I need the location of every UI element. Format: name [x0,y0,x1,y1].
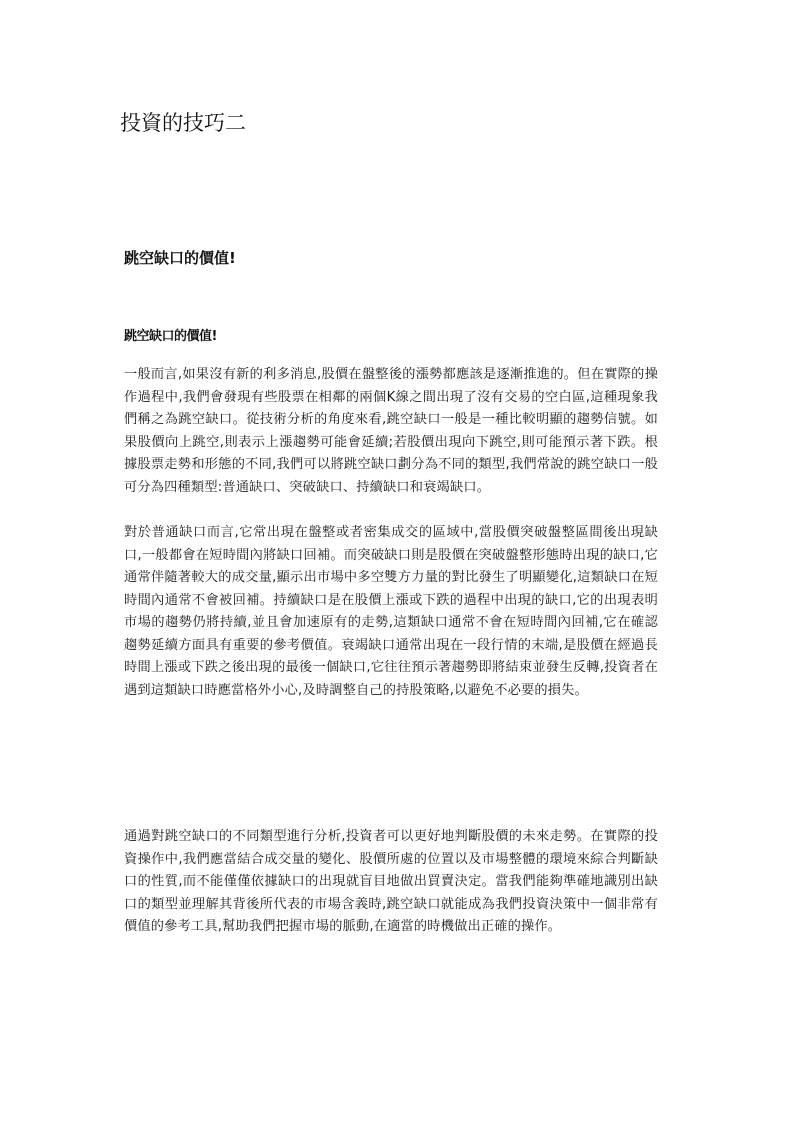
document-title: 投資的技巧二 [120,111,246,135]
section-heading-repeat: 跳空缺口的價值! [124,329,217,344]
section-heading: 跳空缺口的價值! [124,249,236,267]
body-paragraph: 通過對跳空缺口的不同類型進行分析,投資者可以更好地判斷股價的未來走勢。在實際的投資操作中,我們應當結合成交量的變化、股價所處的位置以及市場整體的環境來綜合判斷缺口的性質,而不能僅僅依據缺口的出現就盲目地做出買賣決定。當我們能夠準確地識別出缺口的類型並理解其背後所代表的市場含義時,跳空缺口就能成為我們投資決策中一個非常有價值的參考工具,幫助我們把握市場的脈動,在適當的時機做出正確的操作。 [124,829,658,934]
body-paragraph: 一般而言,如果沒有新的利多消息,股價在盤整後的漲勢都應該是逐漸推進的。但在實際的操作過程中,我們會發現有些股票在相鄰的兩個K線之間出現了沒有交易的空白區,這種現象我們稱之為跳空缺口。從技術分析的角度來看,跳空缺口一般是一種比較明顯的趨勢信號。如果股價向上跳空,則表示上漲趨勢可能會延續;若股價出現向下跳空,則可能預示著下跌。根據股票走勢和形態的不同,我們可以將跳空缺口劃分為不同的類型,我們常說的跳空缺口一般可分為四種類型:普通缺口、突破缺口、持續缺口和衰竭缺口。 [124,367,658,495]
body-paragraph: 對於普通缺口而言,它常出現在盤整或者密集成交的區域中,當股價突破盤整區間後出現缺口,一般都會在短時間內將缺口回補。而突破缺口則是股價在突破盤整形態時出現的缺口,它通常伴隨著較大的成交量,顯示出市場中多空雙方力量的對比發生了明顯變化,這類缺口在短時間內通常不會被回補。持續缺口是在股價上漲或下跌的過程中出現的缺口,它的出現表明市場的趨勢仍將持續,並且會加速原有的走勢,這類缺口通常不會在短時間內回補,它在確認趨勢延續方面具有重要的參考價值。衰竭缺口通常出現在一段行情的末端,是股價在經過長時間上漲或下跌之後出現的最後一個缺口,它往往預示著趨勢即將結束並發生反轉,投資者在遇到這類缺口時應當格外小心,及時調整自己的持股策略,以避免不必要的損失。 [124,525,658,698]
